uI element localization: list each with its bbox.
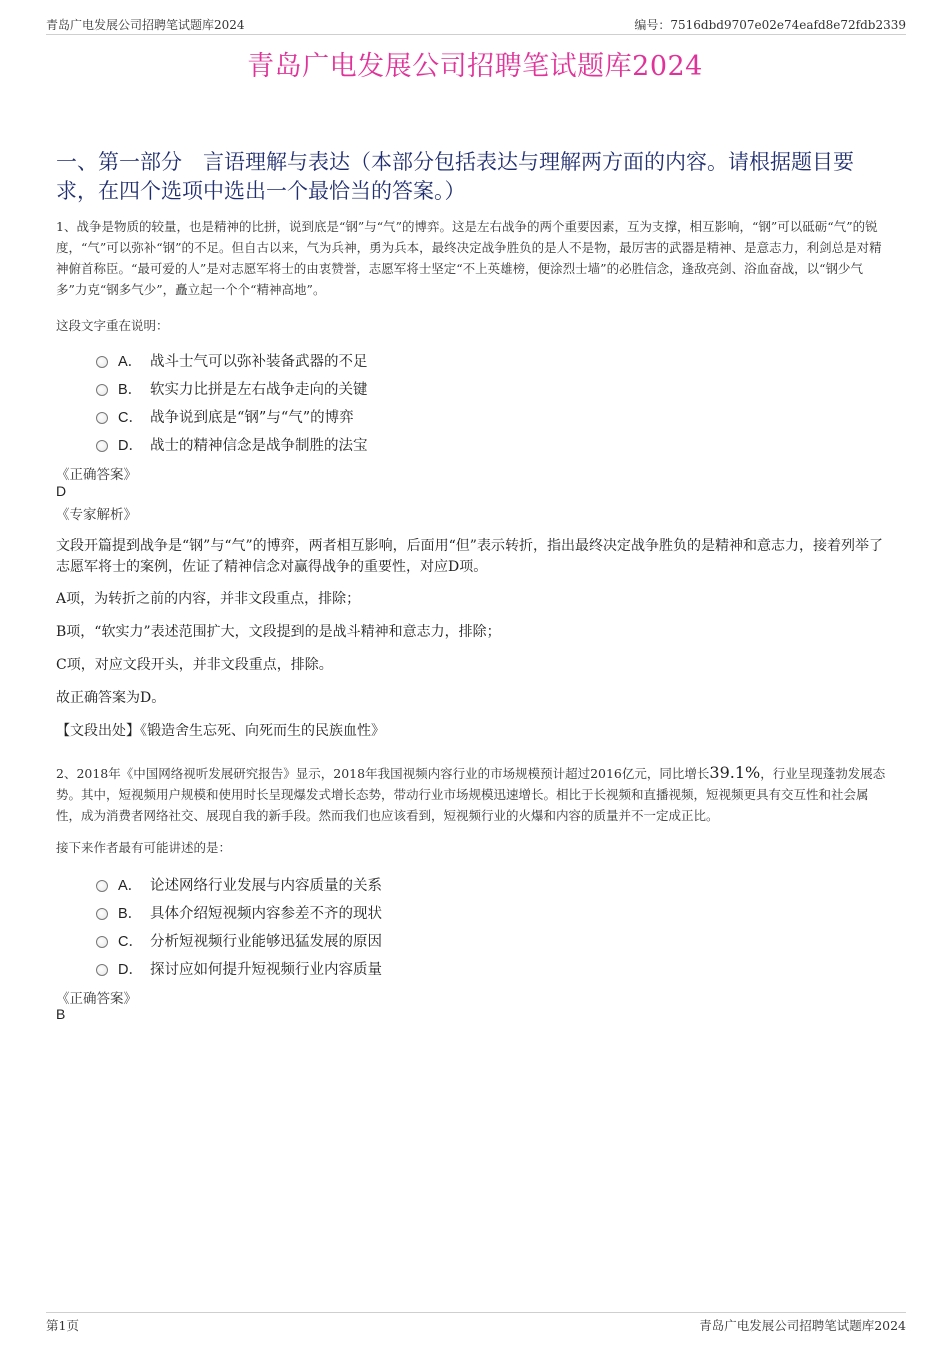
option-text: 战士的精神信念是战争制胜的法宝 <box>150 437 368 454</box>
radio-button-icon[interactable] <box>96 384 108 396</box>
option-text: 战争说到底是“钢”与“气”的博弈 <box>150 409 354 426</box>
q1-answer-value: D <box>56 483 67 499</box>
option-letter: B． <box>118 381 143 398</box>
option-letter: A． <box>118 877 143 894</box>
q2-text-part1: 2、2018年《中国网络视听发展研究报告》显示，2018年我国视频内容行业的市场规模预计超过2016亿元，同比增长 <box>56 766 710 781</box>
option-text: 探讨应如何提升短视频行业内容质量 <box>150 961 382 978</box>
option-text: 战斗士气可以弥补装备武器的不足 <box>150 353 368 370</box>
question-1-prompt: 这段文字重在说明： <box>56 318 169 333</box>
section-heading: 一、第一部分 言语理解与表达（本部分包括表达与理解两方面的内容。请根据题目要求，在四个选项中选出一个最恰当的答案。） <box>56 150 854 203</box>
q1-source: 【文段出处】《锻造舍生忘死、向死而生的民族血性》 <box>56 723 385 739</box>
option-letter: C． <box>118 933 143 950</box>
option-letter: B． <box>118 905 143 922</box>
q2-option-b[interactable] <box>96 898 696 926</box>
radio-button-icon[interactable] <box>96 880 108 892</box>
option-letter: A． <box>118 353 143 370</box>
option-text: 论述网络行业发展与内容质量的关系 <box>150 877 382 894</box>
q2-text-part2: ，行业呈现蓬勃发展态势。其中，短视频用户规模和使用时长呈现爆发式增长态势，带动行业市场规模迅速增长。相比于长视频和直播视频，短视频更具有交互性和社会属性，成为消费者网络社交、展现自我的新手段。然而我们也应该看到，短视频行业的火爆和内容的质量并不一定成正比。 <box>56 766 886 823</box>
q1-option-c[interactable] <box>96 402 696 430</box>
option-text: 软实力比拼是左右战争走向的关键 <box>150 381 368 398</box>
q1-option-b[interactable] <box>96 374 696 402</box>
q1-analysis-paragraph: B项，“软实力”表述范围扩大，文段提到的是战斗精神和意志力，排除； <box>56 624 501 640</box>
question-2-options <box>96 870 696 982</box>
q1-analysis-paragraph: 文段开篇提到战争是“钢”与“气”的博弈，两者相互影响，后面用“但”表示转折，指出最终决定战争胜负的是精神和意志力，接着列举了志愿军将士的案例，佐证了精神信念对赢得战争的重要性，对应D项。 <box>56 538 883 575</box>
radio-button-icon[interactable] <box>96 908 108 920</box>
q1-option-d[interactable] <box>96 430 696 458</box>
q2-option-a[interactable] <box>96 870 696 898</box>
radio-button-icon[interactable] <box>96 412 108 424</box>
q1-answer-label: 《正确答案》 <box>56 467 137 483</box>
q2-answer-value: B <box>56 1006 66 1022</box>
radio-button-icon[interactable] <box>96 440 108 452</box>
q1-option-a[interactable] <box>96 346 696 374</box>
option-letter: C． <box>118 409 143 426</box>
q1-analysis-label: 《专家解析》 <box>56 507 137 523</box>
radio-button-icon[interactable] <box>96 936 108 948</box>
header-doc-name: 青岛广电发展公司招聘笔试题库2024 <box>46 18 245 32</box>
q2-answer-label: 《正确答案》 <box>56 991 137 1007</box>
radio-button-icon[interactable] <box>96 356 108 368</box>
question-1-options <box>96 346 696 458</box>
question-2-prompt: 接下来作者最有可能讲述的是： <box>56 840 232 855</box>
option-text: 具体介绍短视频内容参差不齐的现状 <box>150 905 382 922</box>
header-doc-id: 编号：7516dbd9707e02e74eafd8e72fdb2339 <box>634 18 906 32</box>
q1-analysis-paragraph: 故正确答案为D。 <box>56 690 166 706</box>
option-letter: D． <box>118 961 143 978</box>
option-letter: D． <box>118 437 143 454</box>
page-header <box>46 14 906 35</box>
radio-button-icon[interactable] <box>96 964 108 976</box>
q1-analysis-paragraph: C项，对应文段开头，并非文段重点，排除。 <box>56 657 333 673</box>
question-1-text: 1、战争是物质的较量，也是精神的比拼，说到底是“钢”与“气”的博弈。这是左右战争的两个重要因素，互为支撑，相互影响，“钢”可以砥砺“气”的锐度，“气”可以弥补“钢”的不足。但自古以来，气为兵神，勇为兵本，最终决定战争胜负的是人不是物，最厉害的武器是精神、是意志力，利剑总是对精神俯首称臣。“最可爱的人”是对志愿军将士的由衷赞誉，志愿军将士坚定“不上英雄榜，便涂烈士墙”的必胜信念，逢敌亮剑、浴血奋战，以“钢少气多”力克“钢多气少”，矗立起一个个“精神高地”。 <box>56 219 882 297</box>
footer-doc-name: 青岛广电发展公司招聘笔试题库2024 <box>699 1318 906 1333</box>
q2-option-c[interactable] <box>96 926 696 954</box>
page-footer <box>46 1312 906 1335</box>
q1-analysis-paragraph: A项，为转折之前的内容，并非文段重点，排除； <box>56 591 361 607</box>
q2-percent: 39.1% <box>709 763 761 782</box>
document-title: 青岛广电发展公司招聘笔试题库2024 <box>247 51 703 82</box>
option-text: 分析短视频行业能够迅猛发展的原因 <box>150 933 382 950</box>
footer-page-number: 第1页 <box>46 1318 79 1333</box>
question-2-text <box>56 762 892 826</box>
q2-option-d[interactable] <box>96 954 696 982</box>
